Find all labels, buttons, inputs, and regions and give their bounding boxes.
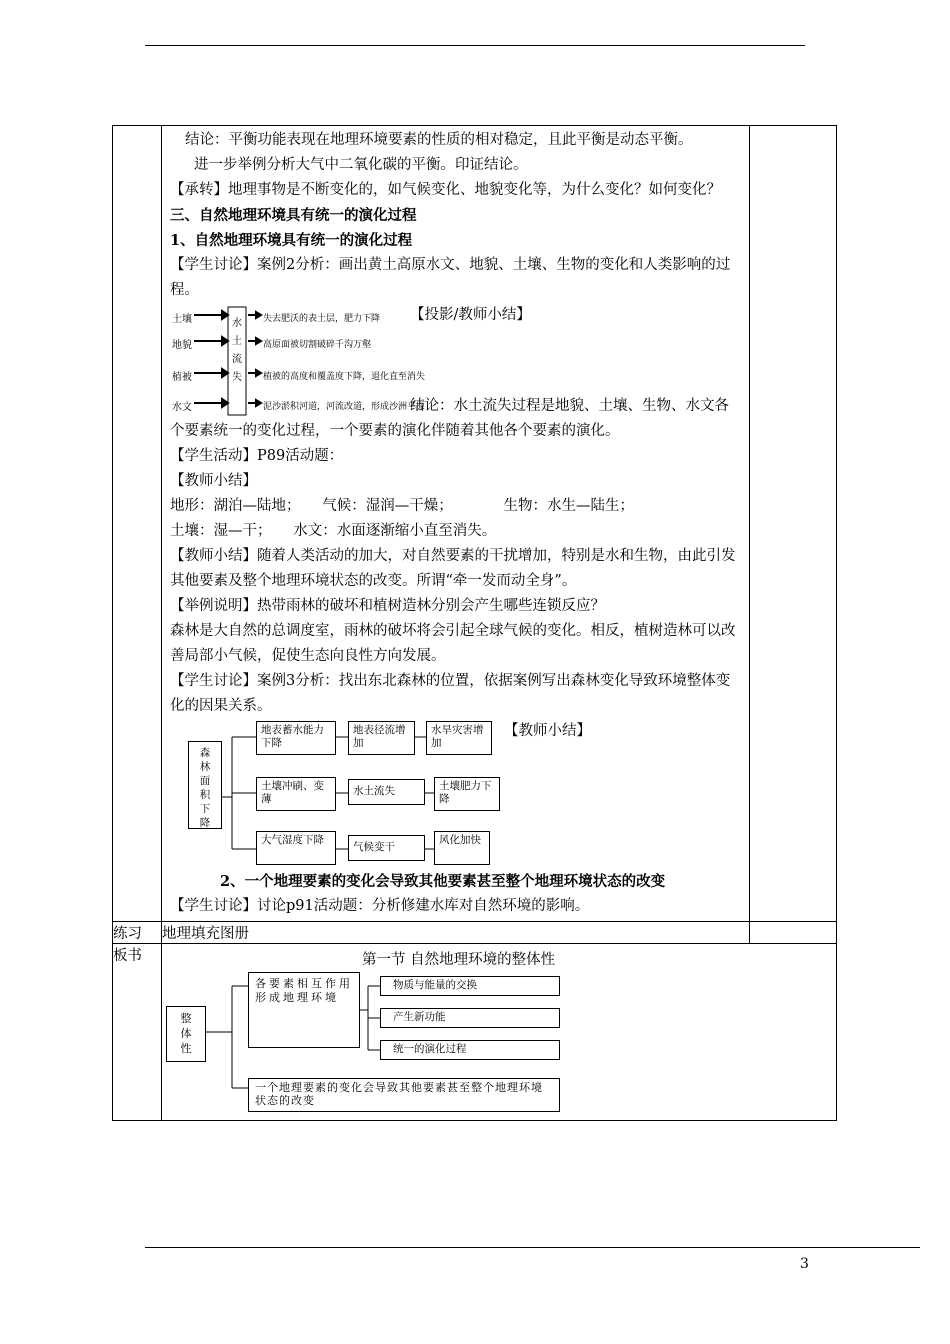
teacher-summary-label: 【教师小结】 — [504, 723, 591, 739]
forest-diagram — [170, 721, 741, 869]
erosion-left-label: 地貌 — [172, 340, 192, 351]
section-heading: 三、自然地理环境具有统一的演化过程 — [170, 207, 417, 224]
paragraph: 【承转】地理事物是不断变化的，如气候变化、地貌变化等，为什么变化？如何变化？ — [170, 182, 721, 198]
content-cell — [162, 126, 750, 922]
erosion-right-label: 失去肥沃的表土层，肥力下降 — [263, 314, 381, 324]
paragraph: 【学生讨论】案例3分析：找出东北森林的位置，依据案例写出森林变化导致环境整体变化的因果关系。 — [170, 673, 731, 714]
forest-box-label: 地表蓄水能力下降 — [261, 724, 324, 749]
board-mid-box — [248, 972, 360, 1048]
board-root-box — [166, 1006, 206, 1062]
forest-root-box — [188, 741, 222, 829]
board-title: 第一节 自然地理环境的整体性 — [362, 952, 556, 968]
forest-box-label: 水旱灾害增加 — [431, 724, 484, 749]
board-bottom-box — [248, 1078, 560, 1112]
forest-root-label: 森林面积下降 — [199, 747, 211, 829]
board-item-box — [380, 1040, 560, 1060]
forest-box — [348, 835, 425, 861]
board-item-label: 统一的演化过程 — [393, 1043, 467, 1055]
board-cell — [162, 944, 837, 1121]
paragraph: 【学生讨论】案例2分析：画出黄土高原水文、地貌、土壤、生物的变化和人类影响的过程。 — [170, 257, 731, 298]
board-bottom-label: 一个地理要素的变化会导致其他要素甚至整个地理环境状态的改变 — [255, 1081, 543, 1107]
forest-box-label: 大气湿度下降 — [261, 834, 324, 846]
board-diagram — [162, 972, 836, 1120]
footer-rule — [145, 1247, 920, 1248]
paragraph: 进一步举例分析大气中二氧化碳的平衡。印证结论。 — [194, 157, 528, 173]
practice-notes-empty — [750, 922, 837, 944]
erosion-right-label: 泥沙淤积河道，河流改道，形成沙洲平原 — [263, 402, 426, 412]
forest-box — [426, 721, 492, 755]
forest-box — [256, 721, 336, 755]
paragraph: 【举例说明】热带雨林的破坏和植树造林分别会产生哪些连锁反应？ — [170, 598, 605, 614]
paragraph: 【教师小结】 — [170, 473, 257, 489]
forest-box-label: 土壤冲刷、变薄 — [261, 780, 324, 805]
board-label: 板书 — [113, 944, 162, 1121]
erosion-left-label: 水文 — [172, 402, 192, 413]
erosion-left-label: 土壤 — [172, 314, 192, 325]
lesson-table — [112, 125, 837, 1121]
forest-box-label: 土壤肥力下降 — [439, 780, 492, 805]
forest-box — [348, 779, 425, 805]
paragraph: 【学生讨论】讨论p91活动题：分析修建水库对自然环境的影响。 — [170, 898, 590, 914]
forest-box — [256, 831, 336, 865]
board-row — [113, 944, 837, 1121]
paragraph: 结论：水土流失过程是地貌、土壤、生物、水文各个要素统一的变化过程，一个要素的演化伴随着其他各个要素的演化。 — [170, 398, 729, 439]
board-root-label: 整体性 — [180, 1012, 192, 1055]
forest-box — [256, 777, 336, 811]
forest-box — [348, 721, 415, 755]
forest-box-label: 气候变干 — [353, 841, 395, 853]
forest-box — [434, 777, 500, 811]
page-number: 3 — [800, 1256, 809, 1272]
paragraph: 土壤：湿—干； 水文：水面逐渐缩小直至消失。 — [170, 523, 497, 539]
board-item-label: 产生新功能 — [393, 1011, 446, 1023]
paragraph: 森林是大自然的总调度室，雨林的破坏将会引起全球气候的变化。相反，植树造林可以改善局部小气候，促使生态向良性方向发展。 — [170, 623, 736, 664]
paragraph: 【教师小结】随着人类活动的加大，对自然要素的干扰增加，特别是水和生物，由此引发其他要素及整个地理环境状态的改变。所谓“牵一发而动全身”。 — [170, 548, 736, 589]
content-row — [113, 126, 837, 922]
forest-box-label: 地表径流增加 — [353, 724, 406, 749]
row-label-empty — [113, 126, 162, 922]
paragraph: 结论：平衡功能表现在地理环境要素的性质的相对稳定，且此平衡是动态平衡。 — [185, 132, 693, 148]
practice-row — [113, 922, 837, 944]
erosion-right-label: 植被的高度和覆盖度下降，退化直至消失 — [263, 372, 426, 382]
subsection-heading: 2、一个地理要素的变化会导致其他要素甚至整个地理环境状态的改变 — [220, 873, 666, 890]
forest-box-label: 水土流失 — [353, 785, 395, 797]
board-item-box — [380, 1008, 560, 1028]
board-item-box — [380, 976, 560, 996]
erosion-right-label: 高原面被切割破碎千沟万壑 — [263, 340, 372, 350]
board-mid-label: 各要素相互作用形成地理环境 — [255, 977, 353, 1004]
erosion-center-label: 水土流失 — [232, 318, 242, 383]
erosion-left-label: 植被 — [172, 372, 192, 383]
paragraph: 【学生活动】P89活动题： — [170, 448, 344, 464]
projection-summary: 【投影/教师小结】 — [410, 307, 531, 323]
forest-box-label: 风化加快 — [439, 834, 481, 846]
practice-label: 练习 — [113, 922, 162, 944]
board-item-label: 物质与能量的交换 — [393, 979, 477, 991]
header-rule — [145, 45, 805, 46]
erosion-diagram — [170, 303, 741, 419]
subsection-heading: 1、自然地理环境具有统一的演化过程 — [170, 232, 413, 249]
forest-box — [434, 831, 490, 865]
notes-cell-empty — [750, 126, 837, 922]
practice-text: 地理填充图册 — [162, 922, 750, 944]
paragraph: 地形：湖泊—陆地； 气候：湿润—干燥； 生物：水生—陆生； — [170, 498, 634, 514]
